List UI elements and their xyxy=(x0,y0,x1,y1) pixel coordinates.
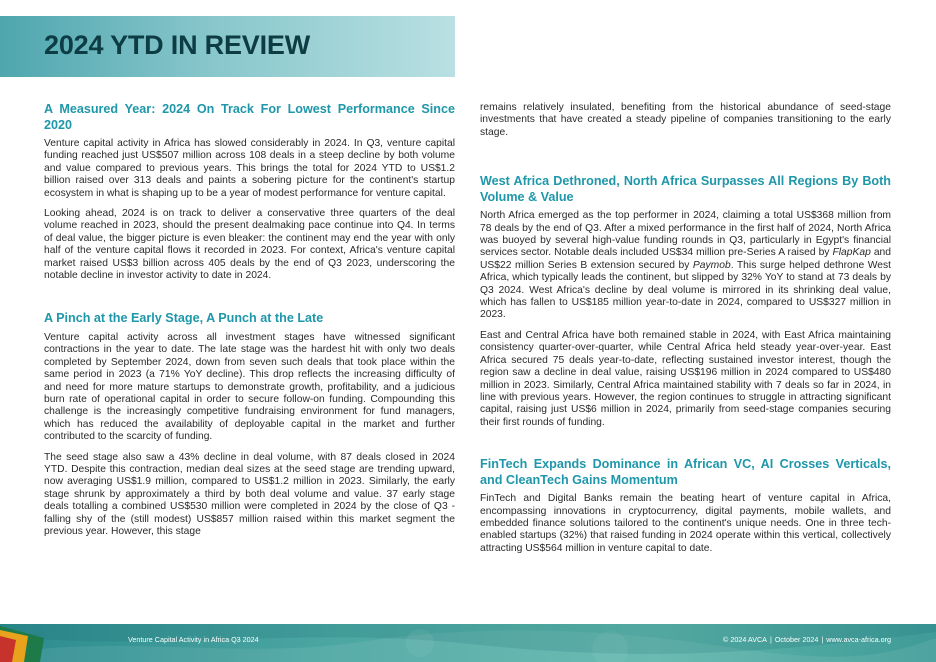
right-column xyxy=(480,102,891,563)
paragraph: The seed stage also saw a 43% decline in deal volume, with 87 deals closed in 2024 YTD. Despite this contraction, median deal sizes at the seed stage are trending upward, now averaging US$1.9 million, compared to US$1.2 million in 2023. Similarly, the early stage shrunk by approximately a third by both deal volume and value. 37 early stage deals totalling a combined US$530 million were completed in 2024 by the close of Q3 - falling shy of the (still modest) US$857 million raised within this market segment the previous year. However, this stage xyxy=(44,451,455,538)
footer-separator: | xyxy=(769,635,772,644)
paragraph: East and Central Africa have both remained stable in 2024, with East Africa maintaining consistency quarter-over-quarter, while Central Africa held steady year-over-year. East Africa secured 75 deals year-to-date, reflecting sustained investor interest, though the region saw a decline in deal value, raising US$196 million in 2024 compared to US$480 million in 2023. Similarly, Central Africa maintained stability with 7 deals so far in 2024, in line with previous years. However, the region continues to struggle in attracting significant capital, raising just US$6 million in 2024, primarily from seed-stage companies securing their first rounds of funding. xyxy=(480,329,891,428)
left-column xyxy=(44,102,455,546)
section-heading-measured-year: A Measured Year: 2024 On Track For Lowest Performance Since 2020 xyxy=(44,102,455,132)
section-spacer xyxy=(480,147,891,174)
paragraph: Looking ahead, 2024 is on track to deliver a conservative three quarters of the deal volume reached in 2023, should the present dealmaking pace continue into Q4. In terms of deal value, the bigger picture is even bleaker: the continent may end the year with only half of the venture capital flows it recorded in 2023. For context, Africa's venture capital market raised US$3 billion across 405 deals by the end of Q3 2023, underscoring the notable decline in investor activity to date in 2024. xyxy=(44,208,455,282)
paragraph: FinTech and Digital Banks remain the beating heart of venture capital in Africa, encompassing innovations in cryptocurrency, digital payments, mobile wallets, and embedded finance solutions tailored to the continent's unique needs. One in three tech-enabled startups (32%) that raised funding in 2024 operate within this vertical, collectively attracting US$564 million in venture capital to date. xyxy=(480,493,891,554)
footer-separator: | xyxy=(821,635,824,644)
paragraph: Venture capital activity in Africa has slowed considerably in 2024. In Q3, venture capital funding reached just US$507 million across 108 deals in a steep decline by both volume and value compared to previous years. This brings the total for 2024 YTD to US$1.2 billion raised over 313 deals and paints a sobering picture for the continent's startup ecosystem in what is shaping up to be a year of modest performance for venture capital. xyxy=(44,138,455,199)
footer-date: October 2024 xyxy=(774,635,819,644)
text-run: North Africa emerged as the top performer in 2024, claiming a total US$368 million from 78 deals by the end of Q3. After a mixed performance in the first half of 2024, North Africa was buoyed by several high-value funding rounds in Q3, particularly in Egypt's financial services sector. Notable deals included US$34 million pre-Series A raised by xyxy=(480,210,891,259)
section-heading-early-late-stage: A Pinch at the Early Stage, A Punch at the Late xyxy=(44,311,324,326)
footer-copyright: © 2024 AVCA xyxy=(723,635,767,644)
footer-meta xyxy=(723,635,891,644)
corner-logo-icon xyxy=(0,616,48,662)
page-title: 2024 YTD IN REVIEW xyxy=(44,30,310,60)
section-heading-regions: West Africa Dethroned, North Africa Surpasses All Regions By Both Volume & Value xyxy=(480,174,891,204)
footer-bar xyxy=(0,624,936,662)
paragraph-continuation: remains relatively insulated, benefiting from the historical abundance of seed-stage investments that have created a steady pipeline of companies transitioning to the early stage. xyxy=(480,102,891,138)
paragraph: Venture capital activity across all investment stages have witnessed significant contractions in the year to date. The late stage was the hardest hit with only two deals completed by September 2024, down from seven such deals that took place within the same period in 2023 (a 71% YoY decline). This drop reflects the increasing difficulty of and need for more mature startups to demonstrate growth, profitability, and a judicious burn rate of operational capital in order to secure follow-on funding. Compounding this challenge is the increasingly competitive fundraising environment for fund managers, which has reduced the availability of deployable capital in the market and further contributed to the scarcity of funding. xyxy=(44,331,455,443)
company-name-paymob: Paymob xyxy=(692,259,731,271)
footer-url[interactable]: www.avca-africa.org xyxy=(826,635,891,644)
footer-report-title: Venture Capital Activity in Africa Q3 2024 xyxy=(128,635,259,644)
section-heading-fintech: FinTech Expands Dominance in African VC, AI Crosses Verticals, and CleanTech Gains Momentum xyxy=(480,457,891,487)
section-spacer xyxy=(44,290,455,311)
title-banner xyxy=(0,16,455,77)
section-spacer xyxy=(480,437,891,457)
text-run: . This surge helped dethrone West Africa, which typically leads the continent, but slipped by 32% YoY to stand at 73 deals by Q3 2024. West Africa's decline by deal volume is mirrored in its shrinking deal value, which has fallen to US$185 million year-to-date in 2024, compared to US$327 million in 2023. xyxy=(480,259,891,321)
paragraph xyxy=(480,210,891,322)
text-run: and US$22 million Series B extension secured by xyxy=(480,247,891,271)
company-name-flapkap: FlapKap xyxy=(832,247,871,259)
